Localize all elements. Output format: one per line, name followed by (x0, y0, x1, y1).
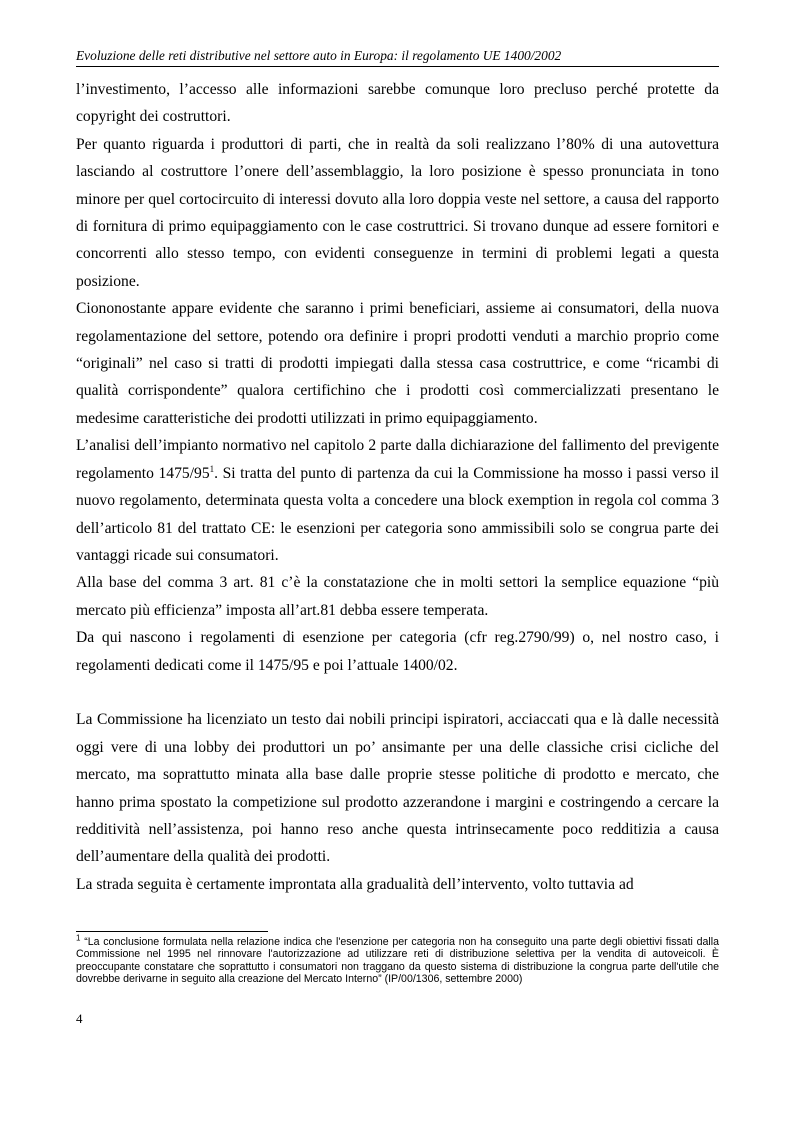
paragraph-6: Da qui nascono i regolamenti di esenzione per categoria (cfr reg.2790/99) o, nel nostro caso, i regolamenti dedicati come il 1475/95 e poi l’attuale 1400/02. (76, 629, 719, 674)
paragraph-3: Ciononostante appare evidente che saranno i primi beneficiari, assieme ai consumatori, della nuova regolamentazione del settore, potendo ora definire i propri prodotti venduti a marchio proprio come “originali” nel caso si tratti di prodotti impiegati dalla stessa casa costruttrice, e come “ricambi di qualità corrispondente” qualora certifichino che i prodotti così commercializzati presentano le medesime caratteristiche dei prodotti utilizzati in primo equipaggiamento. (76, 300, 719, 427)
paragraph-4-start: L’analisi dell’impianto normativo nel capitolo 2 parte dalla dichiarazione del fallimento del previgente regolamento 1475/95 (76, 437, 719, 482)
running-header: Evoluzione delle reti distributive nel settore auto in Europa: il regolamento UE 1400/2002 (76, 48, 562, 63)
footnote (76, 933, 719, 986)
footnote-reference[interactable]: 1 (209, 463, 215, 474)
footnote-rule (76, 931, 268, 932)
page-number: 4 (76, 1011, 83, 1026)
paragraph-spacer (76, 679, 719, 706)
paragraph-5: Alla base del comma 3 art. 81 c’è la constatazione che in molti settori la semplice equazione “più mercato più efficienza” imposta all’art.81 debba essere temperata. (76, 574, 719, 619)
paragraph-4 (76, 432, 719, 569)
paragraph-1: l’investimento, l’accesso alle informazioni sarebbe comunque loro precluso perché protette da copyright dei costruttori. (76, 81, 719, 126)
paragraph-4-end: . Si tratta del punto di partenza da cui la Commissione ha mosso i passi verso il nuovo regolamento, determinata questa volta a concedere una block exemption in regola col comma 3 dell’articolo 81 del trattato CE: le esenzioni per categoria sono ammissibili solo se congrua parte dei vantaggi ricade sui consumatori. (76, 464, 719, 564)
body-text (76, 76, 719, 898)
paragraph-8: La strada seguita è certamente improntata alla gradualità dell’intervento, volto tuttavia ad (76, 875, 634, 893)
footnote-text: “La conclusione formulata nella relazione indica che l'esenzione per categoria non ha conseguito una parte degli obiettivi fissati dalla Commissione nel 1995 nel rinnovare l'autorizzazione ad utilizzare reti di distribuzione selettiva per la vendita di autoveicoli. È preoccupante constatare che soprattutto i consumatori non traggano da questo sistema di distribuzione la congrua parte dell'utile che dovrebbe derivarne in seguito alla creazione del Mercato Interno” (IP/00/1306, settembre 2000) (76, 936, 719, 986)
paragraph-7: La Commissione ha licenziato un testo dai nobili principi ispiratori, acciaccati qua e là dalle necessità oggi vere di una lobby dei produttori un po’ ansimante per una delle classiche crisi cicliche del mercato, ma soprattutto minata alla base dalle proprie stesse politiche di prodotto e mercato, che hanno prima spostato la competizione sul prodotto azzerandone i margini e costringendo a cercare la redditività nell’assistenza, poi hanno reso anche questa intrinsecamente poco redditizia a causa dell’aumentare della qualità dei prodotti. (76, 711, 719, 866)
header-rule (76, 66, 719, 67)
paragraph-2: Per quanto riguarda i produttori di parti, che in realtà da soli realizzano l’80% di una autovettura lasciando al costruttore l’onere dell’assemblaggio, la loro posizione è spesso pronunciata in tono minore per quel cortocircuito di interessi dovuto alla loro doppia veste nel settore, a causa del rapporto di fornitura di primo equipaggiamento con le case costruttrici. Si trovano dunque ad essere fornitori e concorrenti allo stesso tempo, con evidenti conseguenze in termini di problemi legati a questa posizione. (76, 135, 719, 290)
footnote-marker: 1 (76, 933, 81, 943)
